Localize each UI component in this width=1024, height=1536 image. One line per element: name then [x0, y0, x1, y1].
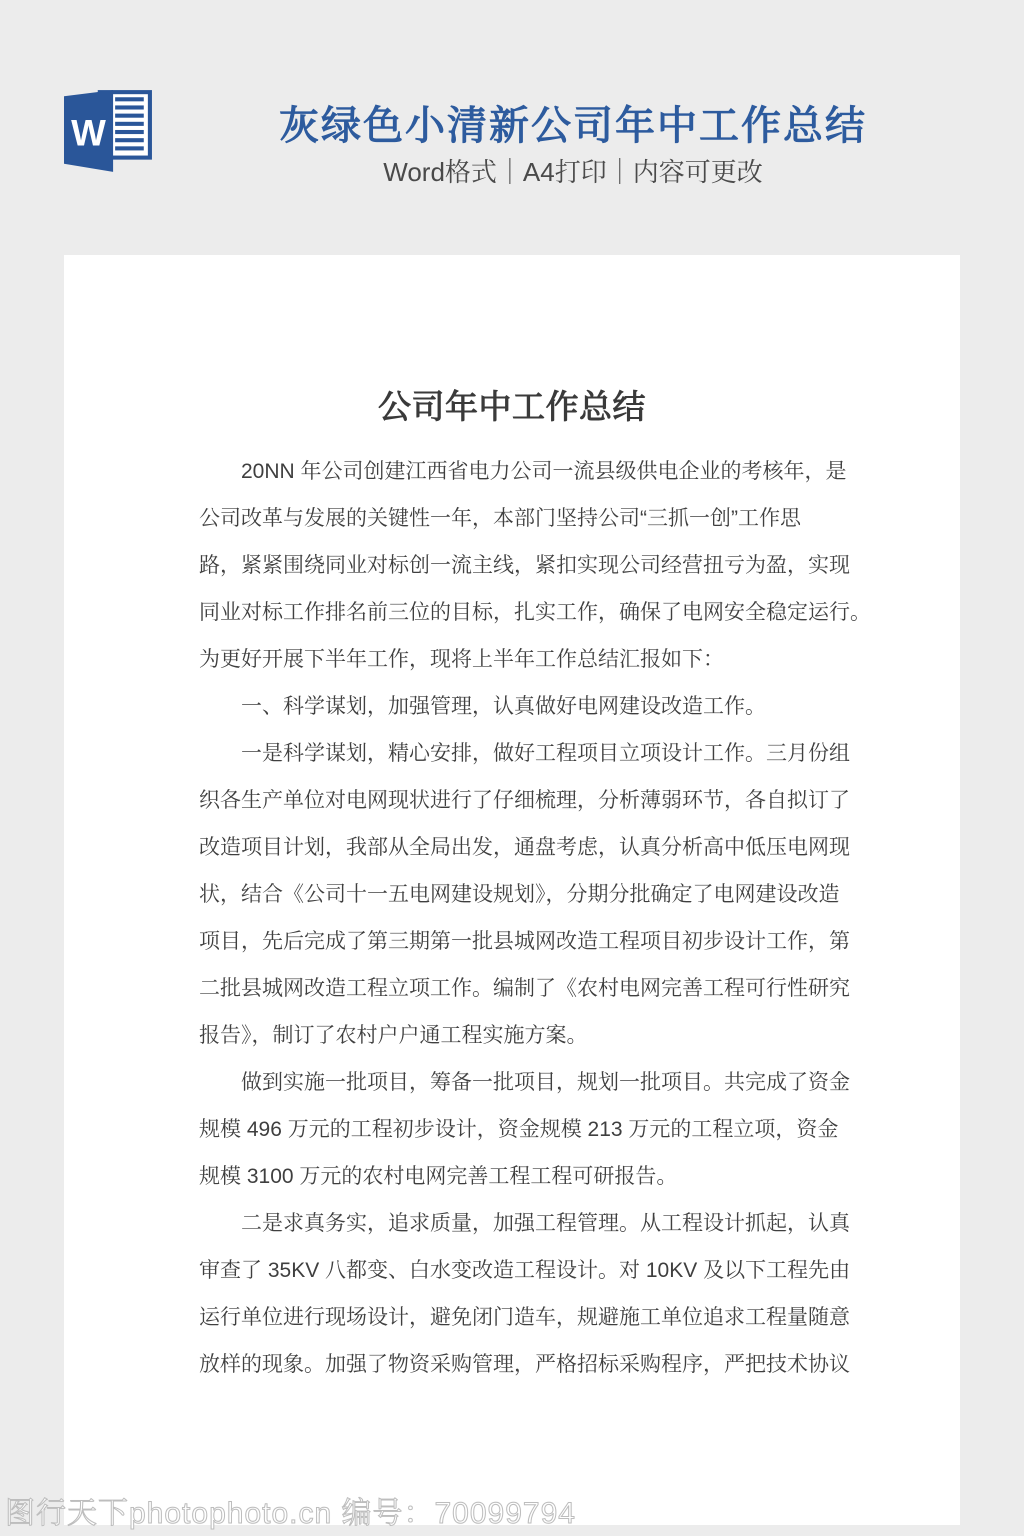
text-line: 改造项目计划，我部从全局出发，通盘考虑，认真分析高中低压电网现 — [199, 836, 850, 859]
text-line: 审查了 35KV 八都变、白水变改造工程设计。对 10KV 及以下工程先由 — [199, 1259, 851, 1282]
text-line: 项目，先后完成了第三期第一批县城网改造工程项目初步设计工作，第 — [199, 930, 850, 953]
document-body — [199, 448, 960, 1388]
site-watermark: 图行天下photophoto.cn 编号：70099794 — [5, 1497, 576, 1530]
text-line: 做到实施一批项目，筹备一批项目，规划一批项目。共完成了资金 — [241, 1071, 850, 1094]
text-line: 同业对标工作排名前三位的目标，扎实工作，确保了电网安全稳定运行。 — [199, 601, 871, 624]
text-line: 规模 496 万元的工程初步设计，资金规模 213 万元的工程立项，资金 — [199, 1118, 839, 1141]
text-line: 为更好开展下半年工作，现将上半年工作总结汇报如下： — [199, 648, 724, 671]
text-line: 状，结合《公司十一五电网建设规划》，分期分批确定了电网建设改造 — [199, 883, 840, 906]
template-title: 灰绿色小清新公司年中工作总结 — [279, 104, 867, 148]
text-line: 二是求真务实，追求质量，加强工程管理。从工程设计抓起，认真 — [241, 1212, 850, 1235]
text-line: 运行单位进行现场设计，避免闭门造车，规避施工单位追求工程量随意 — [199, 1306, 850, 1329]
text-line: 20NN 年公司创建江西省电力公司一流县级供电企业的考核年，是 — [241, 460, 847, 483]
text-line: 报告》，制订了农村户户通工程实施方案。 — [199, 1024, 588, 1047]
document-title: 公司年中工作总结 — [378, 388, 646, 425]
text-line: 公司改革与发展的关键性一年，本部门坚持公司“三抓一创”工作思 — [199, 507, 801, 530]
text-line: 路，紧紧围绕同业对标创一流主线，紧扣实现公司经营扭亏为盈，实现 — [199, 554, 850, 577]
template-subtitle: Word格式｜A4打印｜内容可更改 — [383, 157, 763, 187]
banner — [0, 0, 1024, 230]
text-line: 一、科学谋划，加强管理，认真做好电网建设改造工作。 — [241, 695, 766, 718]
text-line: 放样的现象。加强了物资采购管理，严格招标采购程序，严把技术协议 — [199, 1353, 850, 1376]
text-line: 织各生产单位对电网现状进行了仔细梳理，分析薄弱环节，各自拟订了 — [199, 789, 850, 812]
text-line: 二批县城网改造工程立项工作。编制了《农村电网完善工程可行性研究 — [199, 977, 850, 1000]
word-icon-letter: W — [71, 112, 106, 154]
document-page — [64, 255, 960, 1525]
text-line: 规模 3100 万元的农村电网完善工程工程可研报告。 — [199, 1165, 678, 1188]
text-line: 一是科学谋划，精心安排，做好工程项目立项设计工作。三月份组 — [241, 742, 850, 765]
